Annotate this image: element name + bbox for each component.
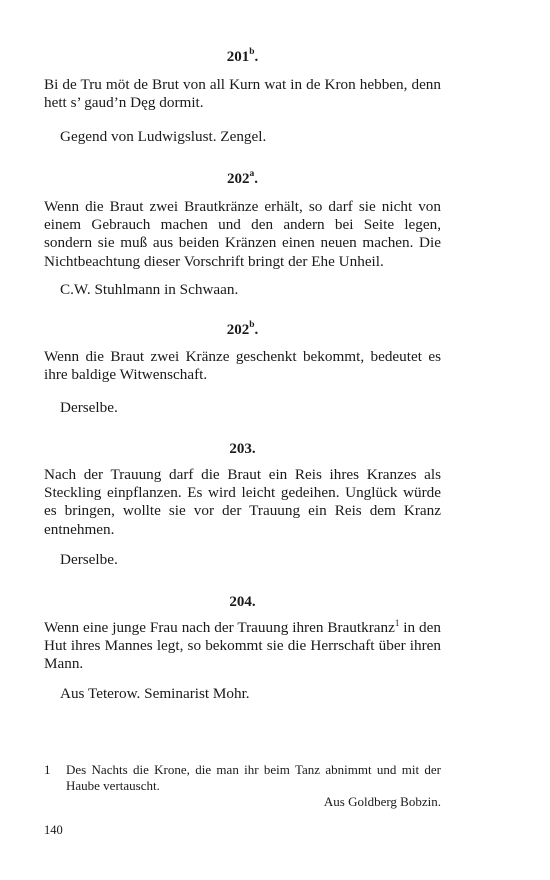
entry-source: Derselbe. [60, 551, 118, 568]
footnote-source: Aus Goldberg Bobzin. [323, 794, 441, 809]
entry-number: 201$^b$. [226, 47, 259, 65]
entry-source: Aus Teterow. Seminarist Mohr. [60, 685, 250, 702]
entry-text: Nach der Trauung darf die Braut ein Reis ihres Kranzes als Steckling einpflanzen. Es wird leicht gedeihen. Unglück würde es bringen, wollte sie vor der Trauung ein Reis dem Kranz entnehmen. [44, 466, 441, 538]
entry-text: Bi de Tru möt de Brut von all Kurn wat in de Kron hebben, denn hett s’ gaud’n Dęg dormit. [44, 76, 441, 112]
footnote-number: 1 [44, 762, 51, 777]
entry-suffix: a [249, 169, 255, 179]
page-number: 140 [44, 823, 63, 837]
footnote-text: Des Nachts die Krone, die man ihr beim Tanz abnimmt und mit der Haube vertauscht. [66, 762, 441, 793]
entry-source: Derselbe. [60, 399, 118, 416]
entry-source: Gegend von Ludwigslust. Zengel. [60, 128, 267, 145]
entry-source: C.W. Stuhlmann in Schwaan. [60, 281, 239, 298]
entry-number: 204. [229, 594, 256, 610]
entry-text: Wenn die Braut zwei Brautkränze erhält, so darf sie nicht von einem Gebrauch machen und den andern bei Seite legen, sondern sie muß aus beiden Kränzen einen neuen machen. Die Nichtbeachtung dieser Vorschrift bringt der Ehe Unheil. [44, 198, 441, 270]
entry-number: 202$^a$. [227, 169, 258, 187]
entry-suffix: b [249, 320, 255, 330]
entry-text: Wenn die Braut zwei Kränze geschenkt bekommt, bedeutet es ihre baldige Witwenschaft. [44, 348, 441, 384]
entry-number: 202$^b$. [226, 320, 259, 338]
book-page [44, 0, 441, 880]
entry-number: 203. [229, 441, 256, 457]
entry-suffix: b [249, 47, 255, 57]
entry-text: Wenn eine junge Frau nach der Trauung ihren Brautkranz$^1$ in den Hut ihres Mannes legt, so bekommt sie die Herrschaft über ihren Mann. [44, 617, 441, 673]
footnote-reference: 1 [394, 617, 400, 628]
